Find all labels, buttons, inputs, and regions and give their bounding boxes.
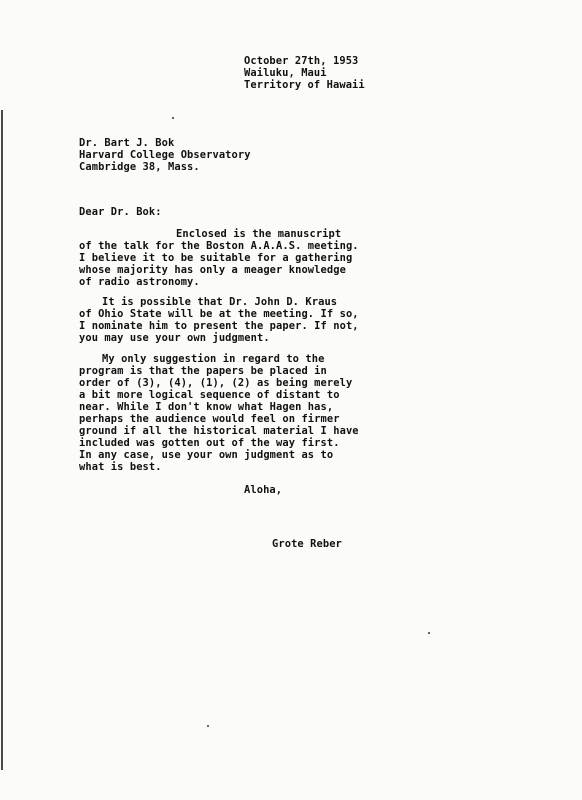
paragraph-3-line: In any case, use your own judgment as to — [79, 449, 334, 461]
paragraph-1-line: I believe it to be suitable for a gathering — [79, 252, 353, 264]
date-line: October 27th, 1953 — [244, 55, 359, 67]
paragraph-1-line: of radio astronomy. — [79, 276, 200, 288]
salutation: Dear Dr. Bok: — [79, 206, 162, 218]
city-line: Wailuku, Maui — [244, 67, 327, 79]
paragraph-3-line: a bit more logical sequence of distant to — [79, 389, 340, 401]
paragraph-3-line: near. While I don't know what Hagen has, — [79, 401, 334, 413]
paragraph-3-line: order of (3), (4), (1), (2) as being merely — [79, 377, 353, 389]
paragraph-1-line: whose majority has only a meager knowledge — [79, 264, 346, 276]
scan-edge-line — [1, 110, 3, 770]
closing: Aloha, — [244, 484, 283, 496]
signature: Grote Reber — [272, 538, 342, 550]
scan-speck — [207, 725, 209, 727]
paragraph-2-line: you may use your own judgment. — [79, 332, 270, 344]
scan-speck — [428, 632, 430, 634]
paragraph-3-line: perhaps the audience would feel on firmer — [79, 413, 340, 425]
recipient-name: Dr. Bart J. Bok — [79, 137, 175, 149]
paragraph-3-line: ground if all the historical material I have — [79, 425, 359, 437]
paragraph-1-line: Enclosed is the manuscript — [176, 228, 342, 240]
scan-speck — [172, 117, 174, 119]
paragraph-2-line: of Ohio State will be at the meeting. If so, — [79, 308, 359, 320]
recipient-institution: Harvard College Observatory — [79, 149, 251, 161]
paragraph-3-line: included was gotten out of the way first. — [79, 437, 340, 449]
paragraph-3-line: program is that the papers be placed in — [79, 365, 327, 377]
paragraph-2-line: I nominate him to present the paper. If not, — [79, 320, 359, 332]
territory-line: Territory of Hawaii — [244, 79, 365, 91]
paragraph-3-line: My only suggestion in regard to the — [102, 353, 325, 365]
paragraph-3-line: what is best. — [79, 461, 162, 473]
paragraph-1-line: of the talk for the Boston A.A.A.S. meeting. — [79, 240, 359, 252]
paragraph-2-line: It is possible that Dr. John D. Kraus — [102, 296, 338, 308]
recipient-city: Cambridge 38, Mass. — [79, 161, 200, 173]
